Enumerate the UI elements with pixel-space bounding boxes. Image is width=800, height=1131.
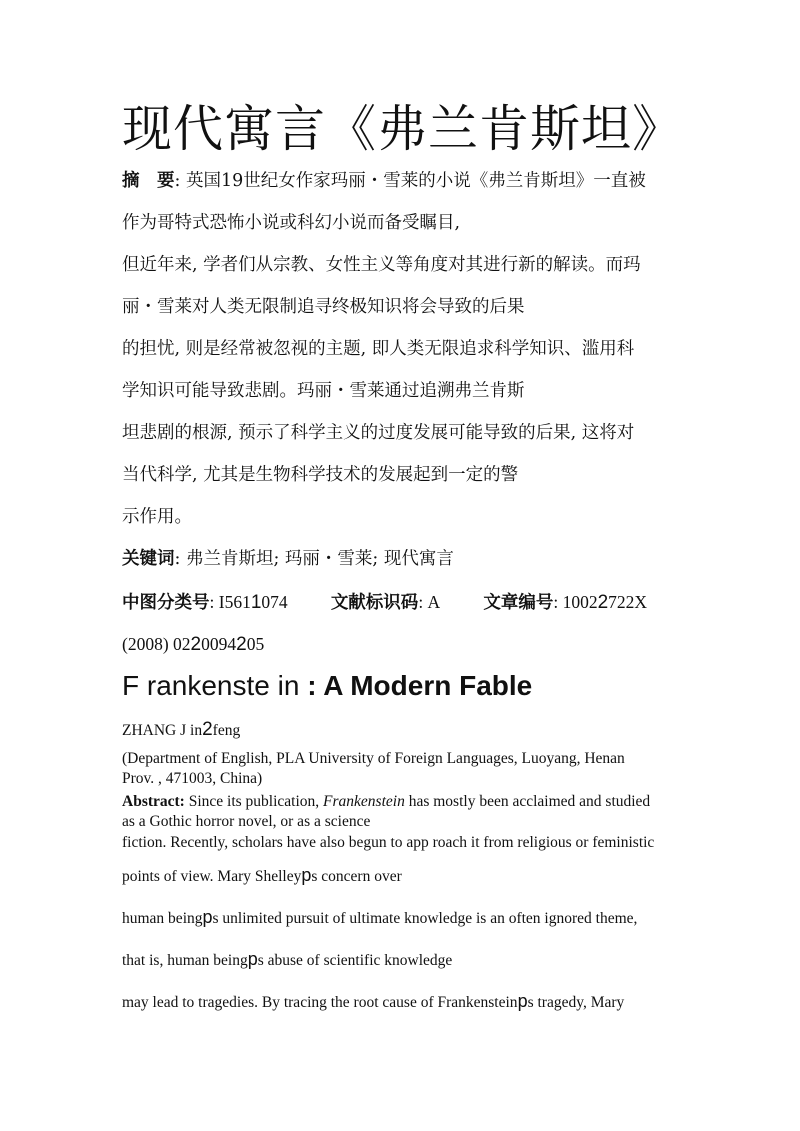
abstract-line-5: 的担忧, 则是经常被忽视的主题, 即人类无限追求科学知识、滥用科 [122,339,635,359]
abstract-line-4: 丽・雪莱对人类无限制追寻终极知识将会导致的后果 [122,297,525,317]
abstract-label: 摘 要 [122,171,175,191]
abstract-line-2: 作为哥特式恐怖小说或科幻小说而备受瞩目, [122,213,461,233]
article-number-value: : 10022722X [553,592,648,613]
affiliation-line-2: Prov. , 471003, China) [122,770,263,787]
chinese-title: 现代寓言《弗兰肯斯坦》 [122,100,683,158]
abstract-text-1: : 英国19世纪女作家玛丽・雪莱的小说《弗兰肯斯坦》一直被 [174,171,646,191]
article-number-label: 文章编号 [483,593,554,613]
issue-line: (2008) 0220094205 [122,634,265,655]
english-title: F rankenste in : A Modern Fable [122,670,533,701]
keywords-text: : 弗兰肯斯坦; 玛丽・雪莱; 现代寓言 [174,549,454,569]
en-abstract-line-5: human beingps unlimited pursuit of ultimate knowledge is an often ignored theme, [122,907,638,927]
abstract-line-6: 学知识可能导致悲剧。玛丽・雪莱通过追溯弗兰肯斯 [122,381,525,401]
en-abstract-line-2: as a Gothic horror novel, or as a science [122,813,371,830]
abstract-line-7: 坦悲剧的根源, 预示了科学主义的过度发展可能导致的后果, 这将对 [122,423,635,443]
en-abstract-line-7: may lead to tragedies. By tracing the root cause of Frankensteinps tragedy, Mary [122,991,625,1011]
abstract-line-9: 示作用。 [122,507,192,527]
en-abstract-line-4: points of view. Mary Shelleyps concern over [122,865,402,885]
en-abstract-line-1: Abstract: Since its publication, Frankenstein has mostly been acclaimed and studied [122,793,651,810]
doc-code-label: 文献标识码 [330,593,419,613]
author-line: ZHANG J in2feng [122,719,241,740]
classification-line [122,589,647,616]
en-abstract-line-3: fiction. Recently, scholars have also begun to app roach it from religious or feministic [122,834,655,851]
keywords-label: 关键词 [122,549,175,569]
abstract-line-3: 但近年来, 学者们从宗教、女性主义等角度对其进行新的解读。而玛 [122,255,641,275]
abstract-line-8: 当代科学, 尤其是生物科学技术的发展起到一定的警 [122,465,519,485]
en-abstract-line-6: that is, human beingps abuse of scientific knowledge [122,949,453,969]
clc-value: : I5611074 [209,592,288,613]
book-title-italic: Frankenstein [323,793,405,810]
keywords-line [122,546,454,572]
affiliation-line-1: (Department of English, PLA University of Foreign Languages, Luoyang, Henan [122,750,625,767]
clc-label: 中图分类号 [122,593,210,613]
doc-code-value: : A [418,592,441,612]
abstract-line-1 [122,168,646,194]
en-abstract-label: Abstract: [122,793,185,810]
